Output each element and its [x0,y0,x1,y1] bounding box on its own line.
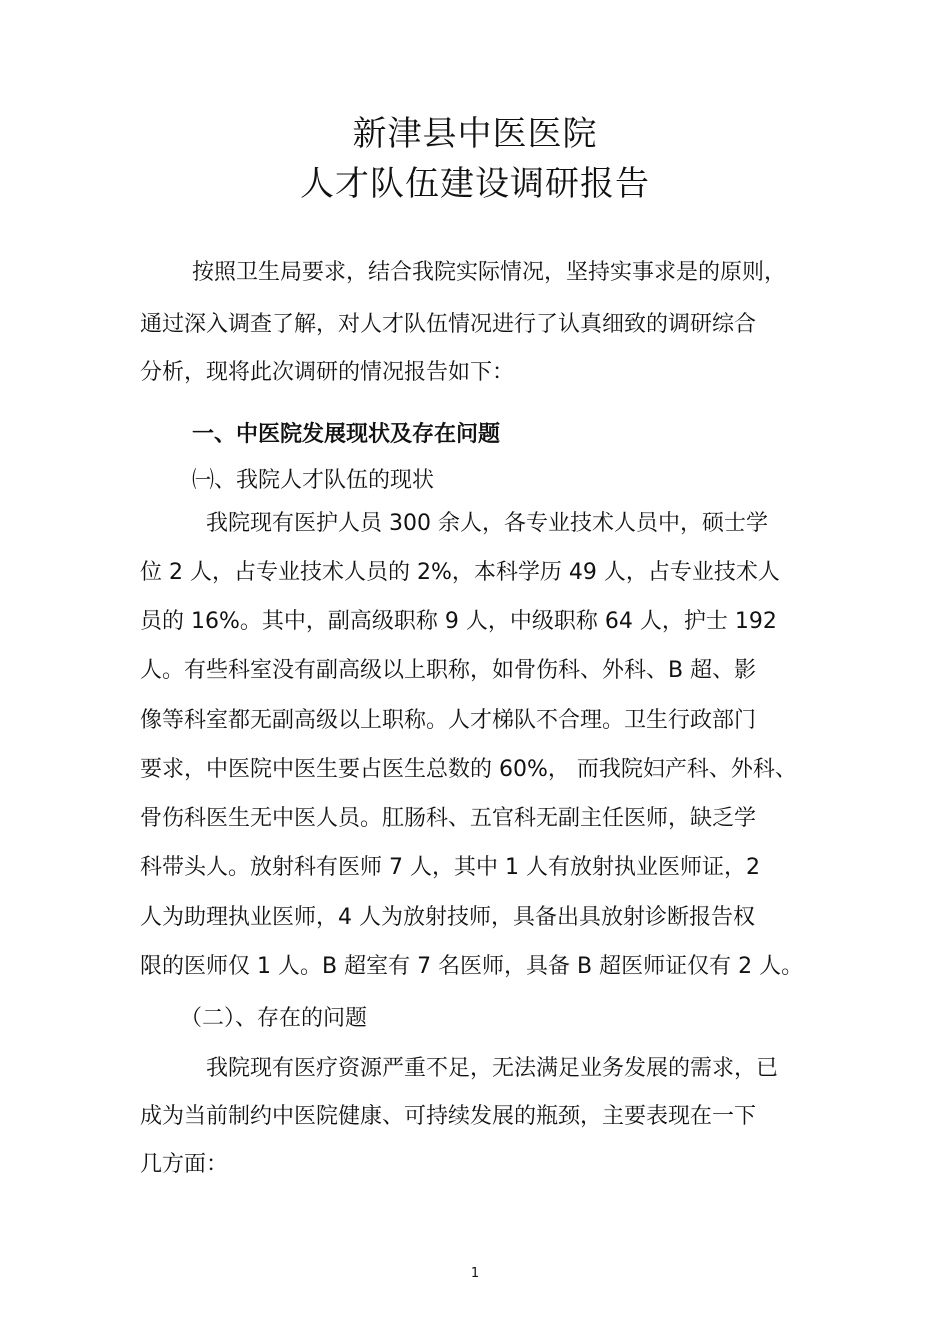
subsection1-line: 我院现有医护人员 300 余人，各专业技术人员中，硕士学 [206,511,768,536]
subsection1-heading: ㈠、我院人才队伍的现状 [192,468,435,493]
intro-line: 分析，现将此次调研的情况报告如下： [140,360,515,385]
subsection1-line: 限的医师仅 1 人。B 超室有 7 名医师，具备 B 超医师证仅有 2 人。 [140,954,804,979]
page-number: 1 [470,1266,480,1281]
subsection2-line: 成为当前制约中医院健康、可持续发展的瓶颈，主要表现在一下 [140,1104,757,1129]
subsection1-line: 位 2 人，占专业技术人员的 2%，本科学历 49 人，占专业技术人 [140,560,780,585]
document-title-line2: 人才队伍建设调研报告 [300,164,650,204]
intro-line: 按照卫生局要求，结合我院实际情况，坚持实事求是的原则， [192,260,787,285]
subsection1-line: 骨伤科医生无中医人员。肛肠科、五官科无副主任医师，缺乏学 [140,806,757,831]
subsection1-line: 要求，中医院中医生要占医生总数的 60%， 而我院妇产科、外科、 [140,757,797,782]
subsection1-line: 人。有些科室没有副高级以上职称，如骨伤科、外科、B 超、影 [140,658,757,683]
subsection2-line: 我院现有医疗资源严重不足，无法满足业务发展的需求，已 [206,1056,779,1081]
subsection1-line: 科带头人。放射科有医师 7 人，其中 1 人有放射执业医师证，2 [140,855,760,880]
intro-line: 通过深入调查了解，对人才队伍情况进行了认真细致的调研综合 [140,312,757,337]
section1-heading: 一、中医院发展现状及存在问题 [192,422,501,447]
subsection2-line: 几方面： [140,1152,229,1177]
subsection1-line: 员的 16%。其中，副高级职称 9 人，中级职称 64 人，护士 192 [140,609,777,634]
document-title-line1: 新津县中医医院 [352,114,598,154]
subsection1-line: 人为助理执业医师，4 人为放射技师，具备出具放射诊断报告权 [140,905,755,930]
subsection1-line: 像等科室都无副高级以上职称。人才梯队不合理。卫生行政部门 [140,708,757,733]
subsection2-heading: （二）、存在的问题 [180,1006,368,1031]
